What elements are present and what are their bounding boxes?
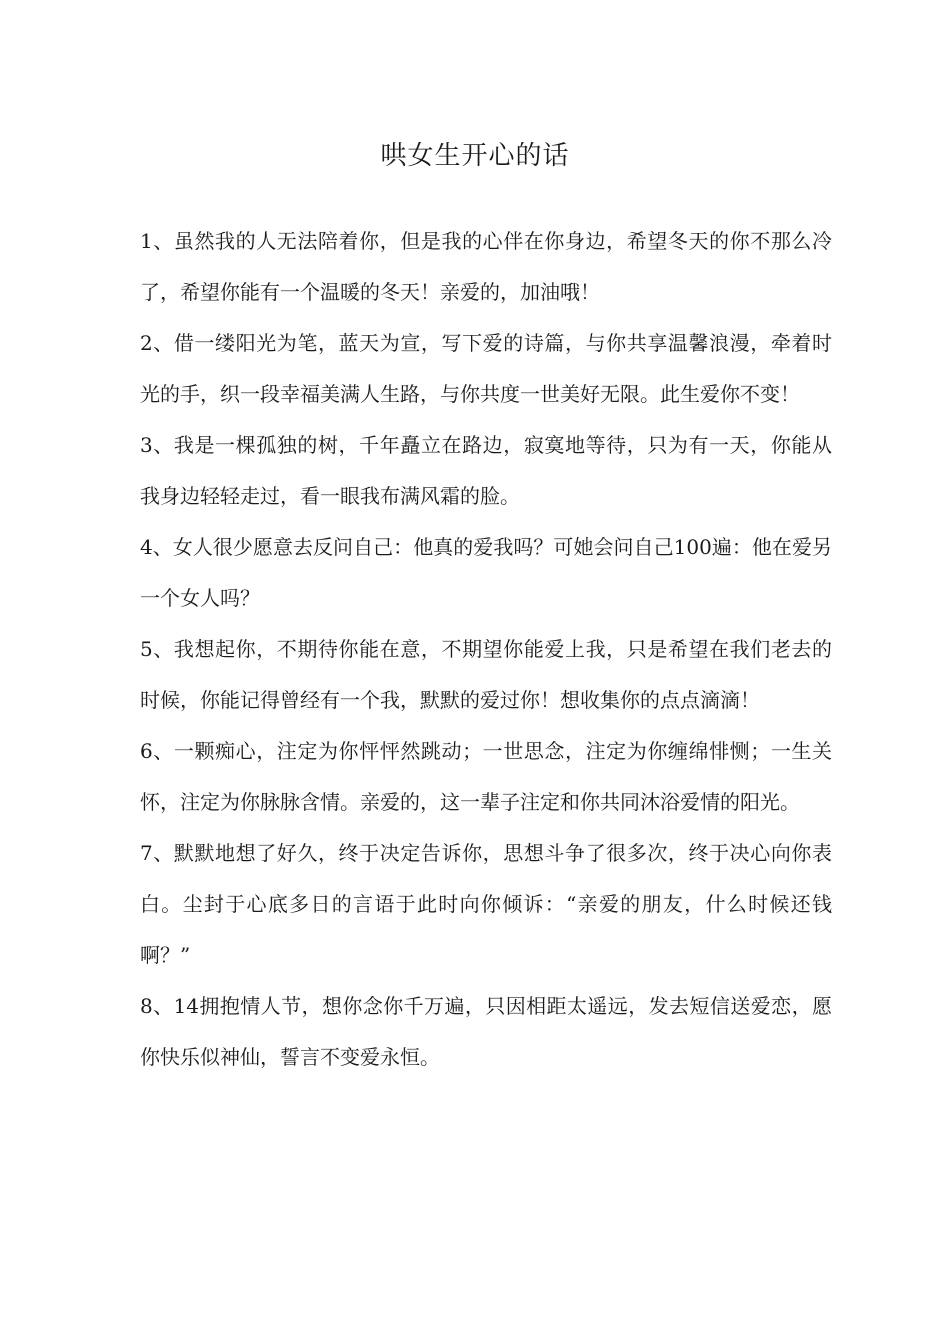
document-body (140, 216, 832, 1083)
paragraph-8: 8、14拥抱情人节，想你念你千万遍，只因相距太遥远，发去短信送爱恋，愿你快乐似神仙，誓言不变爱永恒。 (140, 994, 832, 1069)
document-title: 哄女生开心的话 (380, 141, 570, 171)
paragraph-6: 6、一颗痴心，注定为你怦怦然跳动；一世思念，注定为你缠绵悱恻；一生关怀，注定为你脉脉含情。亲爱的，这一辈子注定和你共同沐浴爱情的阳光。 (140, 739, 832, 814)
paragraph-7: 7、默默地想了好久，终于决定告诉你，思想斗争了很多次，终于决心向你表白。尘封于心底多日的言语于此时向你倾诉：“亲爱的朋友，什么时候还钱啊？” (140, 841, 832, 967)
paragraph-5: 5、我想起你，不期待你能在意，不期望你能爱上我，只是希望在我们老去的时候，你能记得曾经有一个我，默默的爱过你！想收集你的点点滴滴！ (140, 637, 832, 712)
paragraph-3: 3、我是一棵孤独的树，千年矗立在路边，寂寞地等待，只为有一天，你能从我身边轻轻走过，看一眼我布满风霜的脸。 (140, 433, 832, 508)
paragraph-2: 2、借一缕阳光为笔，蓝天为宣，写下爱的诗篇，与你共享温馨浪漫，牵着时光的手，织一段幸福美满人生路，与你共度一世美好无限。此生爱你不变！ (140, 331, 832, 406)
paragraph-4: 4、女人很少愿意去反问自己：他真的爱我吗？可她会问自己100遍：他在爱另一个女人吗？ (140, 535, 832, 610)
paragraph-1: 1、虽然我的人无法陪着你，但是我的心伴在你身边，希望冬天的你不那么冷了，希望你能有一个温暖的冬天！亲爱的，加油哦！ (140, 229, 832, 304)
